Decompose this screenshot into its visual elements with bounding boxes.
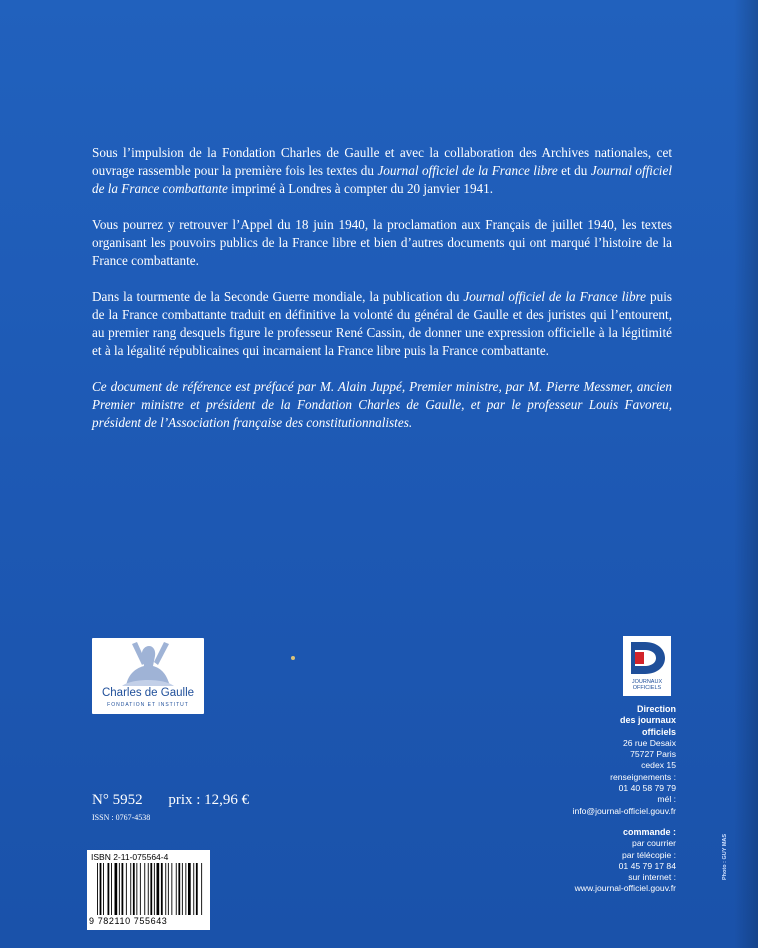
printed-speck	[291, 656, 295, 660]
barcode-digits: 9 782110 755643	[89, 916, 168, 926]
logo-name: Charles de Gaulle	[101, 687, 195, 699]
catalog-price-line	[92, 792, 249, 809]
info-email: info@journal-officiel.gouv.fr	[572, 805, 676, 816]
blurb-paragraph-3: Dans la tourmente de la Seconde Guerre mondiale, la publication du Journal officiel de la France libre puis de la France combattante traduit en définitive la volonté du général de Gaulle et des juristes qui l’entourent, au premier rang desquels figure le professeur René Cassin, de donner une expression officielle à la légitimité et à la légalité républicaines qui incarnaient la France libre puis la France combattante.	[92, 289, 672, 358]
cover-edge-shadow	[734, 0, 758, 948]
isbn-label: ISBN 2-11-075564-4	[91, 852, 169, 862]
blurb-paragraph-2: Vous pourrez y retrouver l’Appel du 18 juin 1940, la proclamation aux Français de juillet 1940, les textes organisant les pouvoirs publics de la France libre et bien d’autres documents qui ont marqué l’histoire de la France combattante.	[92, 217, 672, 268]
publisher-address: Direction des journaux officiels 26 rue Desaix 75727 Paris cedex 15 renseignements : 01 40 58 79 79 mél : info@journal-officiel.gouv.fr commande : par courrier par télécopie : 01 45 79 17 84 sur internet : www.journal-officiel.gouv.fr	[456, 704, 676, 895]
blurb-text	[92, 144, 672, 450]
issn: ISSN : 0767-4538	[92, 813, 151, 822]
fax-number: 01 45 79 17 84	[618, 860, 676, 871]
info-phone: 01 40 58 79 79	[618, 783, 676, 794]
de-gaulle-silhouette-icon	[92, 638, 204, 688]
jo-emblem-icon	[623, 636, 671, 678]
price: prix : 12,96 €	[168, 792, 250, 808]
photo-credit: Photo : GUY MAS	[722, 833, 728, 880]
logo-subtitle: FONDATION ET INSTITUT	[107, 702, 189, 708]
jo-logo-text: JOURNAUX OFFICIELS	[631, 679, 663, 691]
journaux-officiels-logo	[623, 636, 671, 696]
fondation-charles-de-gaulle-logo	[92, 638, 204, 714]
blurb-paragraph-1: Sous l’impulsion de la Fondation Charles de Gaulle et avec la collaboration des Archives nationales, cet ouvrage rassemble pour la première fois les textes du Journal officiel de la France libre et du Journal officiel de la France combattante imprimé à Londres à compter du 20 janvier 1941.	[92, 145, 672, 196]
preface-note: Ce document de référence est préfacé par M. Alain Juppé, Premier ministre, par M. Pierre Messmer, ancien Premier ministre et président de la Fondation Charles de Gaulle, et par le professeur Louis Favoreu, président de l’Association française des constitutionnalistes.	[92, 379, 672, 430]
website: www.journal-officiel.gouv.fr	[574, 883, 676, 894]
isbn-barcode	[87, 850, 210, 930]
catalog-number: N° 5952	[92, 792, 143, 808]
